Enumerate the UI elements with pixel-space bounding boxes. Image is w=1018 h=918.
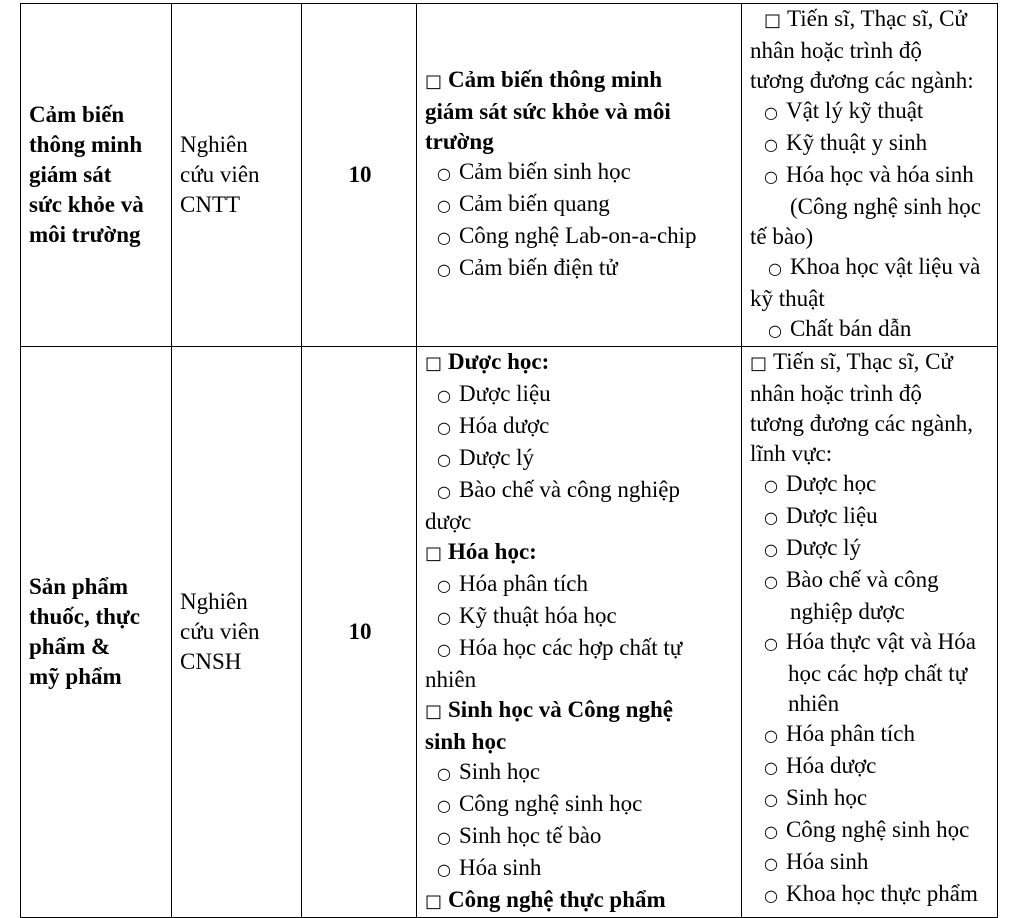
requirement-item: ○ Vật lý kỹ thuật	[764, 98, 924, 123]
bullet-icon: ○	[764, 476, 778, 495]
requirement-intro: □ Tiến sĩ, Thạc sĩ, Cử	[764, 6, 967, 31]
requirement-item-cont: (Công nghệ sinh học	[790, 194, 982, 219]
bullet-icon: ○	[764, 758, 778, 777]
checkbox-icon: □	[425, 353, 443, 374]
bullet-icon: ○	[764, 726, 778, 745]
requirement-item: ○ Hóa dược	[764, 753, 877, 778]
requirement-intro: □ Tiến sĩ, Thạc sĩ, Cử	[750, 349, 953, 374]
requirements-cell	[742, 4, 998, 347]
requirement-item: ○ Công nghệ sinh học	[764, 817, 970, 842]
topics-cell	[417, 4, 742, 347]
bullet-icon: ○	[437, 640, 451, 659]
field-line: mỹ phẩm	[29, 664, 122, 689]
requirement-item: ○ Hóa thực vật và Hóa	[764, 629, 976, 654]
requirement-intro: tương đương các ngành,	[750, 411, 973, 436]
position-line: cứu viên	[180, 162, 260, 187]
topic-group-heading: □ Hóa học:	[425, 539, 537, 564]
topic-group-heading: □ Dược học:	[425, 349, 550, 374]
topic-item-cont: dược	[425, 509, 472, 534]
position-line: CNSH	[180, 649, 242, 674]
bullet-icon: ○	[764, 103, 778, 122]
field-line: Sản phẩm	[29, 574, 129, 599]
requirement-item: ○ Hóa học và hóa sinh	[764, 162, 974, 187]
topic-item: ○ Hóa sinh	[437, 855, 542, 880]
topic-heading: giám sát sức khỏe và môi	[425, 99, 671, 124]
topic-item: ○ Hóa học các hợp chất tự	[437, 635, 683, 660]
checkbox-icon: □	[425, 701, 443, 722]
topic-item: ○ Bào chế và công nghiệp	[437, 477, 680, 502]
bullet-icon: ○	[437, 608, 451, 627]
topic-item: ○ Sinh học tế bào	[437, 823, 602, 848]
requirement-intro: tương đương các ngành:	[750, 68, 974, 93]
bullet-icon: ○	[764, 572, 778, 591]
bullet-icon: ○	[437, 386, 451, 405]
requirement-item: ○ Khoa học vật liệu và	[768, 254, 981, 279]
requirement-item: ○ Bào chế và công	[764, 567, 939, 592]
topic-heading: trường	[425, 129, 494, 154]
requirement-item: ○ Hóa phân tích	[764, 721, 915, 746]
bullet-icon: ○	[437, 576, 451, 595]
topic-heading: □ Cảm biến thông minh	[425, 67, 663, 92]
research-field-cell	[21, 347, 172, 918]
requirement-item: ○ Chất bán dẫn	[768, 316, 912, 341]
bullet-icon: ○	[764, 886, 778, 905]
bullet-icon: ○	[437, 796, 451, 815]
field-line: thông minh	[29, 132, 143, 157]
bullet-icon: ○	[764, 167, 778, 186]
position-line: Nghiên	[180, 132, 248, 157]
topic-group-heading: sinh học	[425, 729, 507, 754]
bullet-icon: ○	[764, 790, 778, 809]
field-line: thuốc, thực	[29, 604, 140, 629]
requirement-intro: nhân hoặc trình độ	[750, 38, 922, 63]
bullet-icon: ○	[437, 228, 451, 247]
bullet-icon: ○	[764, 854, 778, 873]
field-line: giám sát	[29, 162, 112, 187]
bullet-icon: ○	[768, 321, 782, 340]
bullet-icon: ○	[764, 508, 778, 527]
requirement-item-cont: nghiệp dược	[790, 599, 905, 624]
bullet-icon: ○	[764, 135, 778, 154]
bullet-icon: ○	[768, 259, 782, 278]
requirement-item: ○ Dược học	[764, 471, 877, 496]
requirement-item-cont: nhiên	[788, 691, 840, 716]
requirement-intro: nhân hoặc trình độ	[750, 381, 922, 406]
bullet-icon: ○	[437, 260, 451, 279]
position-cell	[172, 347, 302, 918]
field-line: môi trường	[29, 222, 141, 247]
bullet-icon: ○	[437, 164, 451, 183]
quantity-cell: 10	[302, 4, 417, 347]
position-line: cứu viên	[180, 619, 260, 644]
bullet-icon: ○	[764, 540, 778, 559]
topics-cell	[417, 347, 742, 918]
table-row	[21, 347, 998, 918]
position-cell	[172, 4, 302, 347]
checkbox-icon: □	[425, 71, 443, 92]
bullet-icon: ○	[764, 634, 778, 653]
topic-item-cont: nhiên	[425, 667, 477, 692]
research-field-cell	[21, 4, 172, 347]
topic-group-heading: □ Sinh học và Công nghệ	[425, 697, 673, 722]
requirement-item: ○ Dược liệu	[764, 503, 878, 528]
field-line: sức khỏe và	[29, 192, 144, 217]
bullet-icon: ○	[437, 828, 451, 847]
bullet-icon: ○	[437, 860, 451, 879]
topic-item: ○ Hóa dược	[437, 413, 550, 438]
field-line: Cảm biến	[29, 102, 125, 127]
bullet-icon: ○	[437, 450, 451, 469]
position-line: Nghiên	[180, 589, 248, 614]
table-row	[21, 4, 998, 347]
topic-item: ○ Cảm biến quang	[437, 191, 610, 216]
bullet-icon: ○	[437, 196, 451, 215]
checkbox-icon: □	[750, 353, 768, 374]
checkbox-icon: □	[425, 891, 443, 912]
requirement-intro: lĩnh vực:	[750, 441, 833, 466]
topic-item: ○ Cảm biến sinh học	[437, 159, 631, 184]
bullet-icon: ○	[764, 822, 778, 841]
requirement-item-cont: học các hợp chất tự	[788, 661, 968, 686]
requirement-item: ○ Dược lý	[764, 535, 862, 560]
bullet-icon: ○	[437, 764, 451, 783]
topic-group-heading: □ Công nghệ thực phẩm	[425, 887, 666, 912]
requirement-item: ○ Hóa sinh	[764, 849, 869, 874]
bullet-icon: ○	[437, 482, 451, 501]
topic-item: ○ Sinh học	[437, 759, 541, 784]
requirement-item-cont: tế bào)	[750, 224, 814, 249]
field-line: phẩm &	[29, 634, 111, 659]
topic-item: ○ Cảm biến điện tử	[437, 255, 618, 280]
recruitment-table	[20, 3, 998, 918]
topic-item: ○ Hóa phân tích	[437, 571, 588, 596]
topic-item: ○ Công nghệ Lab-on-a-chip	[437, 223, 697, 248]
topic-item: ○ Dược liệu	[437, 381, 551, 406]
requirement-item-cont: kỹ thuật	[750, 286, 825, 311]
requirement-item: ○ Kỹ thuật y sinh	[764, 130, 928, 155]
bullet-icon: ○	[437, 418, 451, 437]
topic-item: ○ Dược lý	[437, 445, 535, 470]
topic-item: ○ Công nghệ sinh học	[437, 791, 643, 816]
requirement-item: ○ Sinh học	[764, 785, 868, 810]
topic-item: ○ Kỹ thuật hóa học	[437, 603, 617, 628]
position-line: CNTT	[180, 192, 241, 217]
requirement-item: ○ Khoa học thực phẩm	[764, 881, 978, 906]
requirements-cell	[742, 347, 998, 918]
quantity-cell: 10	[302, 347, 417, 918]
checkbox-icon: □	[425, 543, 443, 564]
checkbox-icon: □	[764, 10, 782, 31]
